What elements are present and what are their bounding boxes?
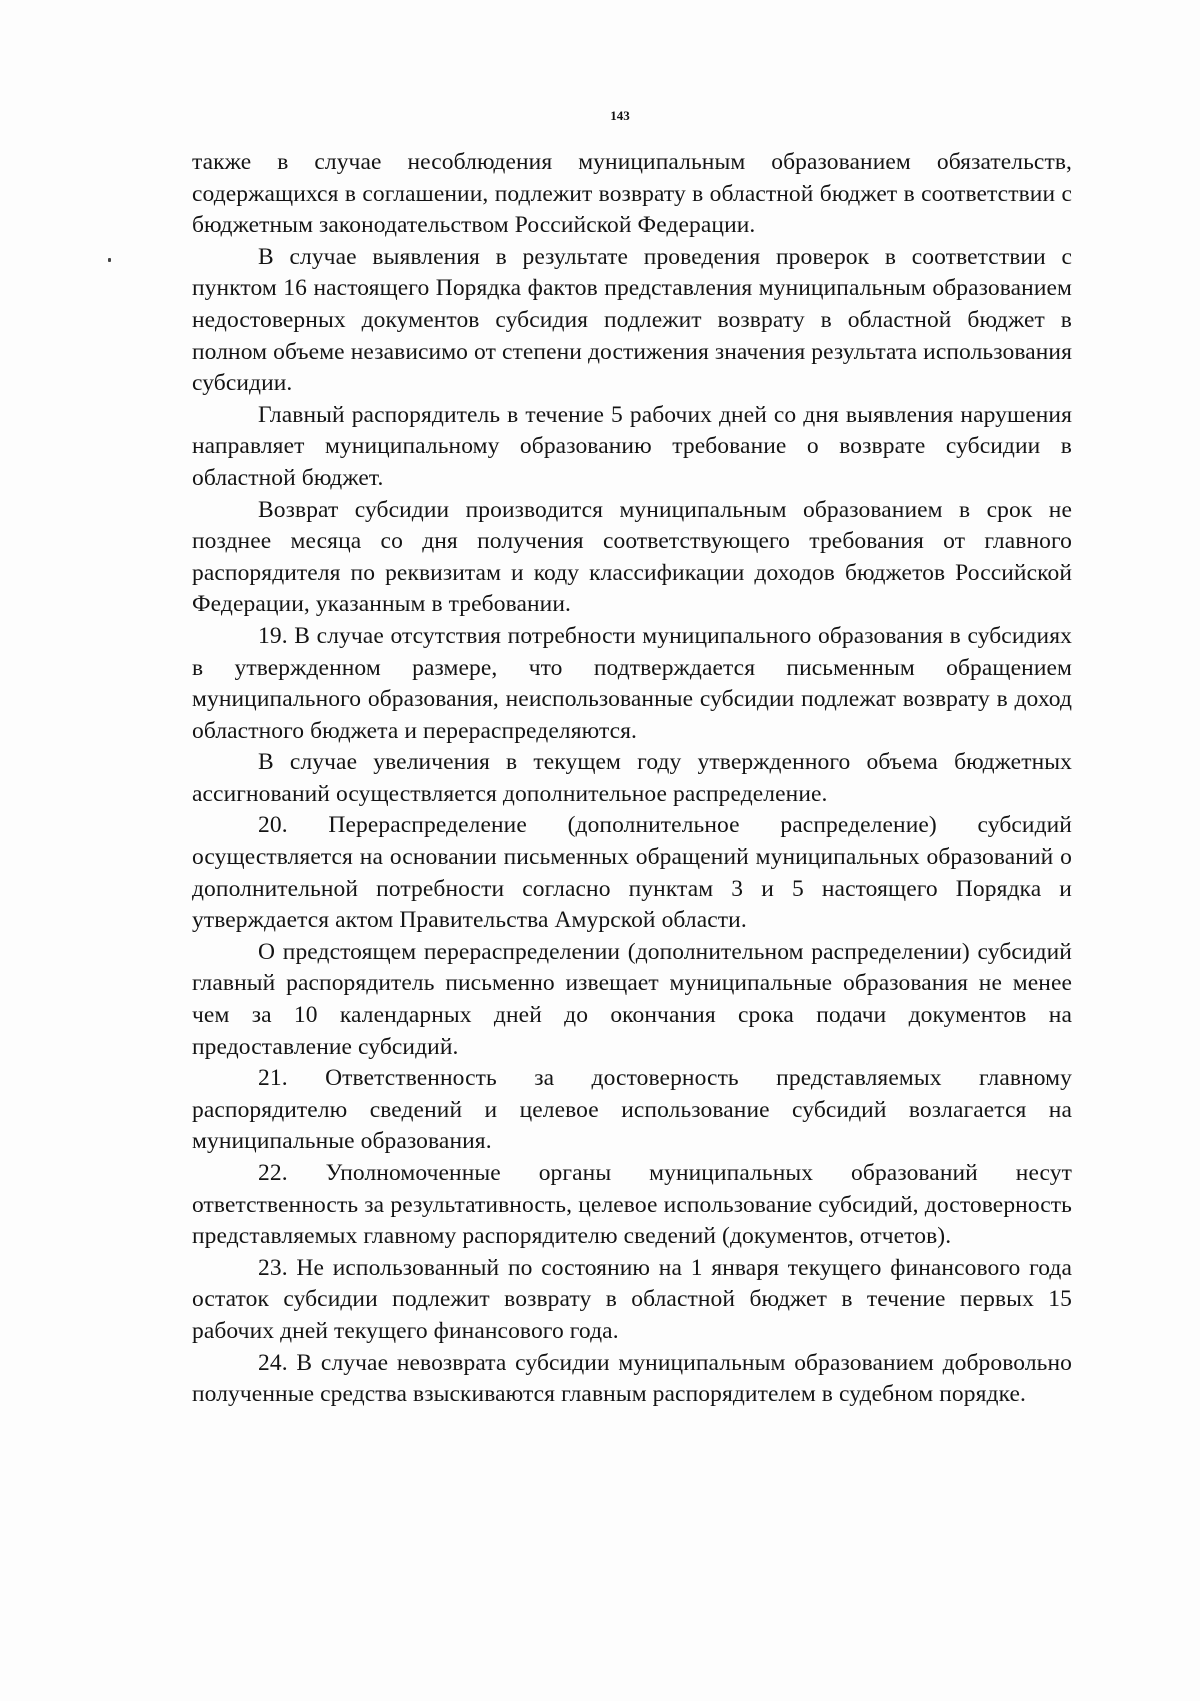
page-number: 143 <box>610 108 630 123</box>
paragraph-item-21: 21. Ответственность за достоверность представляемых главному распорядителю сведений и целевое использование субсидий возлагается на муниципальные образования. <box>192 1065 1072 1155</box>
scan-speck <box>108 258 111 262</box>
paragraph-item-20: 20. Перераспределение (дополнительное распределение) субсидий осуществляется на основании письменных обращений муниципальных образований о дополнительной потребности согласно пунктам 3 и 5 настоящего Порядка и утверждается актом Правительства Амурской области. <box>192 812 1072 934</box>
paragraph-item-23: 23. Не использованный по состоянию на 1 января текущего финансового года остаток субсидии подлежит возврату в областной бюджет в течение первых 15 рабочих дней текущего финансового года. <box>192 1254 1072 1344</box>
paragraph: Возврат субсидии производится муниципальным образованием в срок не позднее месяца со дня получения соответствующего требования от главного распорядителя по реквизитам и коду классификации доходов бюджетов Российской Федерации, указанным в требовании. <box>192 496 1072 618</box>
paragraph: О предстоящем перераспределении (дополнительном распределении) субсидий главный распорядитель письменно извещает муниципальные образования не менее чем за 10 календарных дней до окончания срока подачи документов на предоставление субсидий. <box>192 938 1072 1060</box>
document-body <box>192 147 1072 1411</box>
paragraph: Главный распорядитель в течение 5 рабочих дней со дня выявления нарушения направляет муниципальному образованию требование о возврате субсидии в областной бюджет. <box>192 401 1072 491</box>
paragraph-item-24: 24. В случае невозврата субсидии муниципальным образованием добровольно полученные средства взыскиваются главным распорядителем в судебном порядке. <box>192 1349 1072 1408</box>
paragraph: В случае выявления в результате проведения проверок в соответствии с пунктом 16 настоящего Порядка фактов представления муниципальным образованием недостоверных документов субсидия подлежит возврату в областной бюджет в полном объеме независимо от степени достижения значения результата использования субсидии. <box>192 243 1072 397</box>
paragraph-item-19: 19. В случае отсутствия потребности муниципального образования в субсидиях в утвержденном размере, что подтверждается письменным обращением муниципального образования, неиспользованные субсидии подлежат возврату в доход областного бюджета и перераспределяются. <box>192 622 1072 744</box>
paragraph-item-22: 22. Уполномоченные органы муниципальных образований несут ответственность за результативность, целевое использование субсидий, достоверность представляемых главному распорядителю сведений (документов, отчетов). <box>192 1160 1072 1250</box>
paragraph: В случае увеличения в текущем году утвержденного объема бюджетных ассигнований осуществляется дополнительное распределение. <box>192 749 1072 807</box>
paragraph-continuation: также в случае несоблюдения муниципальным образованием обязательств, содержащихся в соглашении, подлежит возврату в областной бюджет в соответствии с бюджетным законодательством Российской Федерации. <box>192 149 1072 239</box>
